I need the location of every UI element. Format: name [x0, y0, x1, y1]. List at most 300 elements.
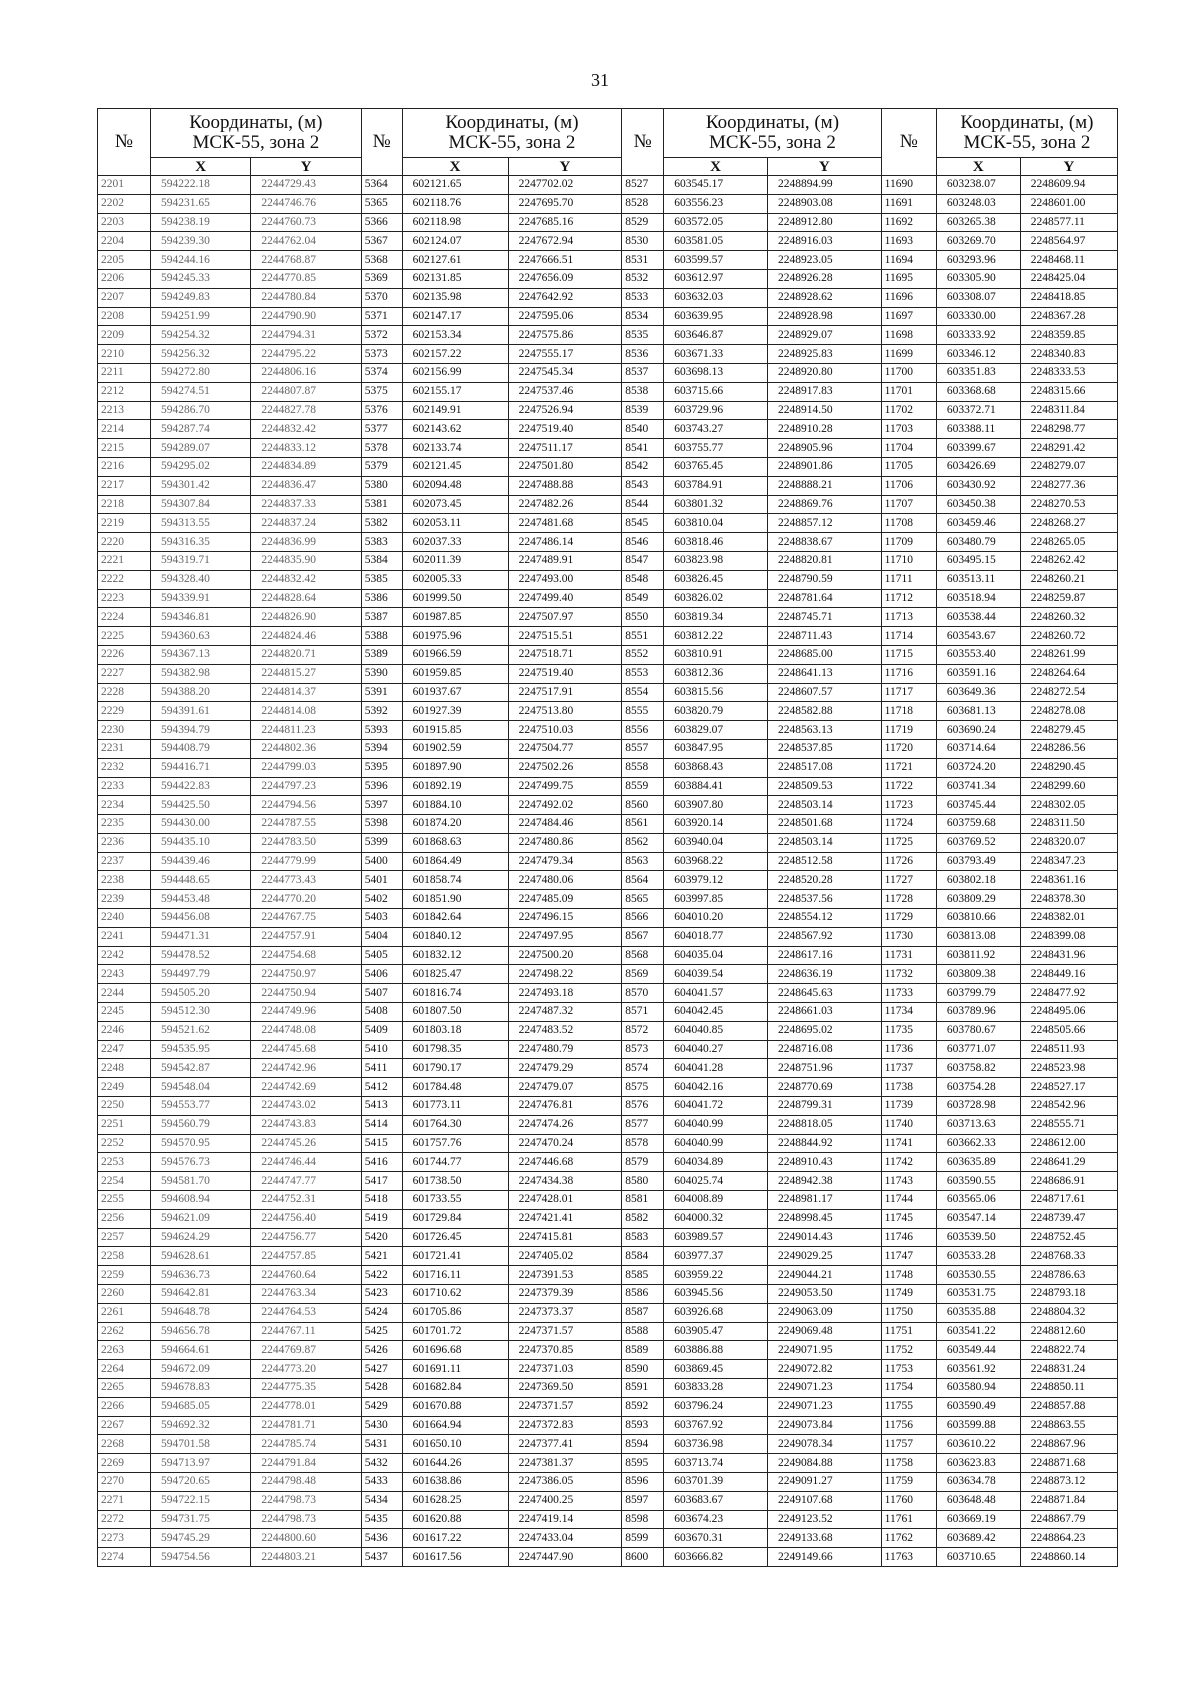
- x-coordinate-cell: 603372.71: [936, 401, 1020, 420]
- y-coordinate-cell: 2248527.17: [1020, 1078, 1117, 1097]
- page-number: 31: [591, 70, 609, 90]
- y-coordinate-cell: 2248926.28: [767, 269, 881, 288]
- x-coordinate-cell: 601617.22: [402, 1529, 508, 1548]
- y-coordinate-cell: 2248831.24: [1020, 1360, 1117, 1379]
- x-coordinate-cell: 602011.39: [402, 551, 508, 570]
- table-row: [98, 1416, 1118, 1435]
- x-coordinate-cell: 603305.90: [936, 269, 1020, 288]
- coordinates-column-header: [150, 109, 361, 158]
- point-number-cell: 2247: [98, 1040, 151, 1059]
- x-coordinate-cell: 594656.78: [150, 1322, 250, 1341]
- y-coordinate-cell: 2244807.87: [251, 382, 361, 401]
- point-number-cell: 11701: [881, 382, 936, 401]
- y-coordinate-cell: 2244742.69: [251, 1078, 361, 1097]
- x-coordinate-cell: 603905.47: [664, 1322, 768, 1341]
- x-coordinate-cell: 594408.79: [150, 739, 250, 758]
- point-number-cell: 8565: [622, 890, 664, 909]
- y-coordinate-cell: 2247391.53: [508, 1266, 622, 1285]
- x-coordinate-cell: 603480.79: [936, 533, 1020, 552]
- y-coordinate-cell: 2248888.21: [767, 476, 881, 495]
- x-coordinate-cell: 603745.44: [936, 796, 1020, 815]
- point-number-cell: 11730: [881, 927, 936, 946]
- point-number-cell: 11751: [881, 1322, 936, 1341]
- table-row: [98, 345, 1118, 364]
- y-coordinate-cell: 2244800.60: [251, 1529, 361, 1548]
- y-coordinate-cell: 2247372.83: [508, 1416, 622, 1435]
- y-coordinate-cell: 2249123.52: [767, 1510, 881, 1529]
- y-coordinate-cell: 2248641.29: [1020, 1153, 1117, 1172]
- table-row: [98, 1059, 1118, 1078]
- y-coordinate-cell: 2248501.68: [767, 815, 881, 834]
- x-coordinate-cell: 603701.39: [664, 1472, 768, 1491]
- y-coordinate-cell: 2248425.04: [1020, 269, 1117, 288]
- x-coordinate-cell: 602005.33: [402, 570, 508, 589]
- point-number-cell: 11728: [881, 890, 936, 909]
- table-row: [98, 269, 1118, 288]
- table-row: [98, 815, 1118, 834]
- point-number-cell: 2215: [98, 439, 151, 458]
- y-coordinate-cell: 2247371.03: [508, 1360, 622, 1379]
- x-coordinate-cell: 594249.83: [150, 288, 250, 307]
- point-number-cell: 8535: [622, 326, 664, 345]
- x-coordinate-cell: 602133.74: [402, 439, 508, 458]
- x-coordinate-cell: 594388.20: [150, 683, 250, 702]
- x-coordinate-cell: 604040.85: [664, 1021, 768, 1040]
- point-number-cell: 2249: [98, 1078, 151, 1097]
- point-number-cell: 2235: [98, 815, 151, 834]
- x-coordinate-cell: 603669.19: [936, 1510, 1020, 1529]
- y-coordinate-cell: 2248520.28: [767, 871, 881, 890]
- table-row: [98, 1491, 1118, 1510]
- x-coordinate-cell: 602037.33: [402, 533, 508, 552]
- y-coordinate-cell: 2244752.31: [251, 1191, 361, 1210]
- point-number-cell: 2229: [98, 702, 151, 721]
- y-coordinate-cell: 2244746.44: [251, 1153, 361, 1172]
- x-coordinate-cell: 603920.14: [664, 815, 768, 834]
- coordinate-system-label: МСК-55, зона 2: [963, 132, 1091, 153]
- point-number-cell: 5402: [361, 890, 402, 909]
- point-number-cell: 8585: [622, 1266, 664, 1285]
- x-coordinate-cell: 603784.91: [664, 476, 768, 495]
- y-coordinate-cell: 2248864.23: [1020, 1529, 1117, 1548]
- x-coordinate-cell: 602157.22: [402, 345, 508, 364]
- point-number-cell: 2267: [98, 1416, 151, 1435]
- table-row: [98, 288, 1118, 307]
- x-coordinate-cell: 601816.74: [402, 984, 508, 1003]
- x-coordinate-cell: 603743.27: [664, 420, 768, 439]
- x-coordinate-cell: 603518.94: [936, 589, 1020, 608]
- point-number-cell: 2219: [98, 514, 151, 533]
- y-coordinate-cell: 2247507.97: [508, 608, 622, 627]
- y-coordinate-cell: 2249084.88: [767, 1454, 881, 1473]
- x-coordinate-cell: 594422.83: [150, 777, 250, 796]
- table-row: [98, 514, 1118, 533]
- point-number-cell: 8530: [622, 232, 664, 251]
- x-coordinate-cell: 601721.41: [402, 1247, 508, 1266]
- table-row: [98, 1397, 1118, 1416]
- y-coordinate-cell: 2244833.12: [251, 439, 361, 458]
- x-coordinate-cell: 601987.85: [402, 608, 508, 627]
- point-number-cell: 11737: [881, 1059, 936, 1078]
- point-number-cell: 11723: [881, 796, 936, 815]
- x-coordinate-cell: 601803.18: [402, 1021, 508, 1040]
- point-number-cell: 2270: [98, 1472, 151, 1491]
- x-coordinate-cell: 594685.05: [150, 1397, 250, 1416]
- point-number-cell: 2221: [98, 551, 151, 570]
- table-row: [98, 702, 1118, 721]
- y-coordinate-cell: 2248563.13: [767, 721, 881, 740]
- x-coordinate-cell: 594505.20: [150, 984, 250, 1003]
- y-coordinate-cell: 2248925.83: [767, 345, 881, 364]
- x-coordinate-cell: 601902.59: [402, 739, 508, 758]
- x-coordinate-cell: 603599.57: [664, 251, 768, 270]
- y-coordinate-cell: 2247379.39: [508, 1285, 622, 1304]
- x-coordinate-cell: 594570.95: [150, 1134, 250, 1153]
- point-number-cell: 8594: [622, 1435, 664, 1454]
- x-coordinate-cell: 601798.35: [402, 1040, 508, 1059]
- table-row: [98, 1266, 1118, 1285]
- y-coordinate-cell: 2248564.97: [1020, 232, 1117, 251]
- y-coordinate-cell: 2244747.77: [251, 1172, 361, 1191]
- x-coordinate-cell: 594754.56: [150, 1548, 250, 1567]
- point-number-cell: 11735: [881, 1021, 936, 1040]
- x-coordinate-cell: 594439.46: [150, 852, 250, 871]
- point-number-cell: 5397: [361, 796, 402, 815]
- x-coordinate-cell: 603820.79: [664, 702, 768, 721]
- x-coordinate-cell: 601738.50: [402, 1172, 508, 1191]
- point-number-cell: 2228: [98, 683, 151, 702]
- y-coordinate-cell: 2244815.27: [251, 664, 361, 683]
- y-coordinate-cell: 2248517.08: [767, 758, 881, 777]
- x-coordinate-cell: 594648.78: [150, 1303, 250, 1322]
- point-number-cell: 2254: [98, 1172, 151, 1191]
- table-row: [98, 307, 1118, 326]
- point-number-cell: 2217: [98, 476, 151, 495]
- y-coordinate-cell: 2249072.82: [767, 1360, 881, 1379]
- y-coordinate-cell: 2247519.40: [508, 420, 622, 439]
- point-number-cell: 2214: [98, 420, 151, 439]
- y-coordinate-cell: 2247513.80: [508, 702, 622, 721]
- y-coordinate-cell: 2244754.68: [251, 946, 361, 965]
- x-coordinate-cell: 603819.34: [664, 608, 768, 627]
- y-coordinate-cell: 2248505.66: [1020, 1021, 1117, 1040]
- point-number-cell: 8547: [622, 551, 664, 570]
- x-coordinate-cell: 603533.28: [936, 1247, 1020, 1266]
- x-coordinate-cell: 594542.87: [150, 1059, 250, 1078]
- x-coordinate-cell: 603530.55: [936, 1266, 1020, 1285]
- y-coordinate-cell: 2247370.85: [508, 1341, 622, 1360]
- x-coordinate-cell: 603868.43: [664, 758, 768, 777]
- y-coordinate-cell: 2249069.48: [767, 1322, 881, 1341]
- point-number-cell: 5410: [361, 1040, 402, 1059]
- x-coordinate-cell: 602156.99: [402, 363, 508, 382]
- point-number-cell: 11725: [881, 833, 936, 852]
- x-coordinate-cell: 603940.04: [664, 833, 768, 852]
- point-number-cell: 8551: [622, 627, 664, 646]
- x-coordinate-cell: 601884.10: [402, 796, 508, 815]
- x-coordinate-cell: 601937.67: [402, 683, 508, 702]
- y-coordinate-cell: 2248869.76: [767, 495, 881, 514]
- table-row: [98, 909, 1118, 928]
- point-number-cell: 8544: [622, 495, 664, 514]
- table-row: [98, 1172, 1118, 1191]
- point-number-cell: 5390: [361, 664, 402, 683]
- coordinates-column-header: [402, 109, 622, 158]
- y-coordinate-cell: 2247421.41: [508, 1209, 622, 1228]
- table-row: [98, 833, 1118, 852]
- y-coordinate-cell: 2247518.71: [508, 645, 622, 664]
- x-coordinate-cell: 594581.70: [150, 1172, 250, 1191]
- x-coordinate-cell: 594430.00: [150, 815, 250, 834]
- y-coordinate-cell: 2247537.46: [508, 382, 622, 401]
- x-coordinate-cell: 594231.65: [150, 194, 250, 213]
- y-coordinate-cell: 2248617.16: [767, 946, 881, 965]
- x-coordinate-cell: 603810.66: [936, 909, 1020, 928]
- x-coordinate-cell: 594416.71: [150, 758, 250, 777]
- x-coordinate-cell: 604018.77: [664, 927, 768, 946]
- x-coordinate-cell: 603826.45: [664, 570, 768, 589]
- y-coordinate-cell: 2248739.47: [1020, 1209, 1117, 1228]
- y-coordinate-cell: 2247371.57: [508, 1397, 622, 1416]
- point-number-cell: 5391: [361, 683, 402, 702]
- point-number-cell: 11742: [881, 1153, 936, 1172]
- y-coordinate-cell: 2244806.16: [251, 363, 361, 382]
- x-column-header: X: [664, 158, 768, 176]
- x-column-header: X: [150, 158, 250, 176]
- y-coordinate-cell: 2248912.80: [767, 213, 881, 232]
- x-coordinate-cell: 603683.67: [664, 1491, 768, 1510]
- point-number-cell: 11717: [881, 683, 936, 702]
- y-coordinate-cell: 2249107.68: [767, 1491, 881, 1510]
- point-number-cell: 2261: [98, 1303, 151, 1322]
- y-coordinate-cell: 2248449.16: [1020, 965, 1117, 984]
- x-coordinate-cell: 604039.54: [664, 965, 768, 984]
- y-coordinate-cell: 2248347.23: [1020, 852, 1117, 871]
- x-coordinate-cell: 603809.38: [936, 965, 1020, 984]
- y-coordinate-cell: 2244795.22: [251, 345, 361, 364]
- x-coordinate-cell: 603698.13: [664, 363, 768, 382]
- point-number-cell: 8582: [622, 1209, 664, 1228]
- x-coordinate-cell: 604042.45: [664, 1003, 768, 1022]
- point-number-cell: 8600: [622, 1548, 664, 1567]
- y-coordinate-cell: 2248923.05: [767, 251, 881, 270]
- x-coordinate-cell: 594471.31: [150, 927, 250, 946]
- y-coordinate-cell: 2249091.27: [767, 1472, 881, 1491]
- point-number-cell: 8575: [622, 1078, 664, 1097]
- point-number-cell: 2256: [98, 1209, 151, 1228]
- x-coordinate-cell: 594745.29: [150, 1529, 250, 1548]
- point-number-cell: 8541: [622, 439, 664, 458]
- point-number-cell: 11741: [881, 1134, 936, 1153]
- y-coordinate-cell: 2244769.87: [251, 1341, 361, 1360]
- x-coordinate-cell: 601716.11: [402, 1266, 508, 1285]
- x-coordinate-cell: 594382.98: [150, 664, 250, 683]
- x-coordinate-cell: 603581.05: [664, 232, 768, 251]
- y-coordinate-cell: 2247428.01: [508, 1191, 622, 1210]
- point-number-cell: 11749: [881, 1285, 936, 1304]
- point-number-cell: 2246: [98, 1021, 151, 1040]
- table-row: [98, 683, 1118, 702]
- coordinate-system-label: МСК-55, зона 2: [709, 132, 836, 153]
- y-coordinate-cell: 2249044.21: [767, 1266, 881, 1285]
- y-coordinate-cell: 2248822.74: [1020, 1341, 1117, 1360]
- y-coordinate-cell: 2248768.33: [1020, 1247, 1117, 1266]
- y-coordinate-cell: 2247515.51: [508, 627, 622, 646]
- y-coordinate-cell: 2248511.93: [1020, 1040, 1117, 1059]
- x-coordinate-cell: 603812.22: [664, 627, 768, 646]
- x-coordinate-cell: 601650.10: [402, 1435, 508, 1454]
- y-coordinate-cell: 2248523.98: [1020, 1059, 1117, 1078]
- x-coordinate-cell: 601874.20: [402, 815, 508, 834]
- y-coordinate-cell: 2248378.30: [1020, 890, 1117, 909]
- y-coordinate-cell: 2247555.17: [508, 345, 622, 364]
- y-coordinate-cell: 2249133.68: [767, 1529, 881, 1548]
- y-coordinate-cell: 2248793.18: [1020, 1285, 1117, 1304]
- y-coordinate-cell: 2247595.06: [508, 307, 622, 326]
- point-number-cell: 11702: [881, 401, 936, 420]
- point-number-cell: 5392: [361, 702, 402, 721]
- coordinates-label: Координаты, (м): [189, 112, 323, 133]
- point-number-cell: 5428: [361, 1379, 402, 1398]
- x-coordinate-cell: 604034.89: [664, 1153, 768, 1172]
- y-coordinate-cell: 2244799.03: [251, 758, 361, 777]
- y-coordinate-cell: 2244837.33: [251, 495, 361, 514]
- x-coordinate-cell: 601764.30: [402, 1115, 508, 1134]
- point-number-cell: 8554: [622, 683, 664, 702]
- y-coordinate-cell: 2248612.00: [1020, 1134, 1117, 1153]
- y-coordinate-cell: 2244745.26: [251, 1134, 361, 1153]
- x-coordinate-cell: 594286.70: [150, 401, 250, 420]
- x-coordinate-cell: 594274.51: [150, 382, 250, 401]
- x-coordinate-cell: 594244.16: [150, 251, 250, 270]
- point-number-cell: 5388: [361, 627, 402, 646]
- x-coordinate-cell: 603590.55: [936, 1172, 1020, 1191]
- y-coordinate-cell: 2244748.08: [251, 1021, 361, 1040]
- point-number-cell: 2241: [98, 927, 151, 946]
- y-coordinate-cell: 2244750.94: [251, 984, 361, 1003]
- y-coordinate-cell: 2248998.45: [767, 1209, 881, 1228]
- y-coordinate-cell: 2248641.13: [767, 664, 881, 683]
- point-number-cell: 5427: [361, 1360, 402, 1379]
- y-coordinate-cell: 2244783.50: [251, 833, 361, 852]
- y-coordinate-cell: 2244760.64: [251, 1266, 361, 1285]
- x-coordinate-cell: 601966.59: [402, 645, 508, 664]
- point-number-cell: 11752: [881, 1341, 936, 1360]
- point-number-cell: 8580: [622, 1172, 664, 1191]
- point-number-cell: 8587: [622, 1303, 664, 1322]
- x-coordinate-cell: 601975.96: [402, 627, 508, 646]
- point-number-cell: 5381: [361, 495, 402, 514]
- x-coordinate-cell: 603399.67: [936, 439, 1020, 458]
- point-number-cell: 8527: [622, 176, 664, 195]
- x-column-header: X: [402, 158, 508, 176]
- point-number-cell: 8555: [622, 702, 664, 721]
- table-row: [98, 570, 1118, 589]
- x-coordinate-cell: 604042.16: [664, 1078, 768, 1097]
- y-coordinate-cell: 2244762.04: [251, 232, 361, 251]
- y-coordinate-cell: 2248645.63: [767, 984, 881, 1003]
- number-column-header: №: [881, 109, 936, 176]
- table-row: [98, 721, 1118, 740]
- point-number-cell: 2222: [98, 570, 151, 589]
- y-coordinate-cell: 2248695.02: [767, 1021, 881, 1040]
- x-coordinate-cell: 594254.32: [150, 326, 250, 345]
- y-coordinate-cell: 2248512.58: [767, 852, 881, 871]
- x-coordinate-cell: 603771.07: [936, 1040, 1020, 1059]
- y-coordinate-cell: 2244757.91: [251, 927, 361, 946]
- point-number-cell: 5425: [361, 1322, 402, 1341]
- point-number-cell: 2224: [98, 608, 151, 627]
- point-number-cell: 2271: [98, 1491, 151, 1510]
- point-number-cell: 2258: [98, 1247, 151, 1266]
- point-number-cell: 2236: [98, 833, 151, 852]
- point-number-cell: 11705: [881, 457, 936, 476]
- point-number-cell: 5423: [361, 1285, 402, 1304]
- x-coordinate-cell: 603869.45: [664, 1360, 768, 1379]
- table-row: [98, 1153, 1118, 1172]
- y-coordinate-cell: 2249071.23: [767, 1379, 881, 1398]
- point-number-cell: 11743: [881, 1172, 936, 1191]
- x-coordinate-cell: 603833.28: [664, 1379, 768, 1398]
- x-coordinate-cell: 594272.80: [150, 363, 250, 382]
- point-number-cell: 11700: [881, 363, 936, 382]
- point-number-cell: 8597: [622, 1491, 664, 1510]
- point-number-cell: 8588: [622, 1322, 664, 1341]
- x-coordinate-cell: 603715.66: [664, 382, 768, 401]
- table-row: [98, 401, 1118, 420]
- point-number-cell: 11709: [881, 533, 936, 552]
- x-coordinate-cell: 601710.62: [402, 1285, 508, 1304]
- point-number-cell: 8550: [622, 608, 664, 627]
- x-coordinate-cell: 594346.81: [150, 608, 250, 627]
- x-coordinate-cell: 601897.90: [402, 758, 508, 777]
- y-coordinate-cell: 2248857.12: [767, 514, 881, 533]
- y-coordinate-cell: 2244764.53: [251, 1303, 361, 1322]
- y-coordinate-cell: 2248290.45: [1020, 758, 1117, 777]
- point-number-cell: 2248: [98, 1059, 151, 1078]
- point-number-cell: 11739: [881, 1097, 936, 1116]
- y-coordinate-cell: 2247517.91: [508, 683, 622, 702]
- y-coordinate-cell: 2247434.38: [508, 1172, 622, 1191]
- y-coordinate-cell: 2244779.99: [251, 852, 361, 871]
- point-number-cell: 11695: [881, 269, 936, 288]
- y-coordinate-cell: 2244742.96: [251, 1059, 361, 1078]
- point-number-cell: 5379: [361, 457, 402, 476]
- y-coordinate-cell: 2248607.57: [767, 683, 881, 702]
- point-number-cell: 2242: [98, 946, 151, 965]
- y-coordinate-cell: 2247492.02: [508, 796, 622, 815]
- x-coordinate-cell: 603495.15: [936, 551, 1020, 570]
- x-coordinate-cell: 594448.65: [150, 871, 250, 890]
- point-number-cell: 2226: [98, 645, 151, 664]
- point-number-cell: 2253: [98, 1153, 151, 1172]
- point-number-cell: 2262: [98, 1322, 151, 1341]
- x-coordinate-cell: 594394.79: [150, 721, 250, 740]
- number-column-header: №: [622, 109, 664, 176]
- point-number-cell: 8573: [622, 1040, 664, 1059]
- x-coordinate-cell: 603989.57: [664, 1228, 768, 1247]
- x-coordinate-cell: 603884.41: [664, 777, 768, 796]
- x-coordinate-cell: 594295.02: [150, 457, 250, 476]
- point-number-cell: 8542: [622, 457, 664, 476]
- x-coordinate-cell: 601825.47: [402, 965, 508, 984]
- x-coordinate-cell: 603426.69: [936, 457, 1020, 476]
- point-number-cell: 11758: [881, 1454, 936, 1473]
- y-coordinate-cell: 2248786.63: [1020, 1266, 1117, 1285]
- y-coordinate-cell: 2244798.73: [251, 1510, 361, 1529]
- point-number-cell: 11763: [881, 1548, 936, 1567]
- y-coordinate-cell: 2244780.84: [251, 288, 361, 307]
